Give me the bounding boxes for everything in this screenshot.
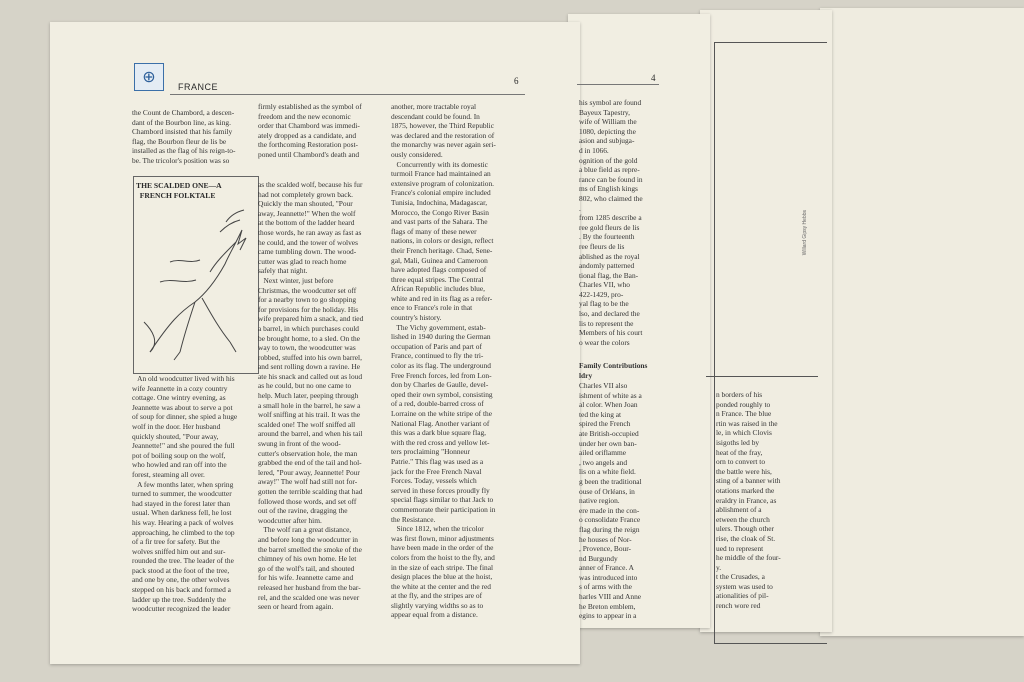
folktale-title: THE SCALDED ONE—A FRENCH FOLKTALE (136, 181, 222, 200)
column-1-top: the Count de Chambord, a descen- dant of the Bourbon line, as king. Chambord insisted that his family flag, the Bourbon fleur de lis be installed as the flag of his reign-to- be. The tricolor's position was so (132, 108, 236, 165)
header-rule (170, 94, 525, 95)
wolf-drawing (140, 202, 254, 367)
column-1-folktale: An old woodcutter lived with his wife Jeannette in a cozy country cottage. One wintry evening, as Jeannette was about to serve a pot of soup for dinner, she spied a huge wolf in the door. Her husband quickly shouted, "Pour away, Jeannette!" and she poured the full pot of boiling soup on the wolf, who howled and ran off into the forest, steaming all over. A few months later, when spring turned to summer, the woodcutter had stayed in the forest later than usual. When darkness fell, he lost his way. Hearing a pack of wolves approaching, he climbed to the top of a fir tree for safety. But the wolves sniffed him out and sur- rounded the tree. The leader of the pack stood at the foot of the tree, and one by one, the other wolves stepped on his back and formed a ladder up the tree. Suddenly the woodcutter recognized the leader (132, 374, 238, 614)
page-number-left: 6 (514, 76, 519, 86)
column-page4-top: his symbol are found Bayeux Tapestry, wife of William the 1080, depicting the asion and subjuga- d in 1066. ognition of the gold a blue field as repre- rance can be found in ms of English kings 802, who claimed the . from 1285 describe a ree gold fleurs de lis . By the fourteenth ree fleurs de lis ablished as the royal andomly patterned tional flag, the Ban- Charles VII, who 422-1429, pro- yal flag to be the lso, and declared the lis to represent the Members of his court o wear the colors (579, 98, 643, 347)
column-2-folktale: as the scalded wolf, because his fur had not completely grown back. Quickly the man shouted, "Pour away, Jeannette!" When the wolf at the bottom of the ladder heard those words, he ran away as fast as he could, and the tower of wolves came tumbling down. The wood- cutter was glad to reach home safely that night. Next winter, just before Christmas, the woodcutter set off for a nearby town to go shopping for provisions for the holiday. His wife prepared him a snack, and tied a barrel, in which purchases could be brought home, to a sled. On the way to town, the woodcutter was robbed, stuffed into his own barrel, and sent rolling down a ravine. He ate his snack and called out as loud as he could, but no one came to help. Much later, peeping through a small hole in the barrel, he saw a wolf sniffing at his trail. It was the scalded one! The wolf sniffed all around the barrel, and when his tail swung in front of the wood- cutter's observation hole, the man grabbed the end of the tail and hol- lered, "Pour away, Jeannette! Pour away!" The wolf had still not for- gotten the terrible scalding that had followed those words, and set off out of the ravine, dragging the woodcutter after him. The wolf ran a great distance, and before long the woodcutter in the barrel smelled the smoke of the chimney of his own home. He let go of the wolf's tail, and shouted for his wife. Jeannette came and released her husband from the bar- rel, and the scalded one was never seen or heard from again. (258, 180, 364, 612)
column-page4-bottom: Charles VII also ishment of white as a al color. When Joan ted the king at spired the French ate British-occupied under her own ban- ailed oriflamme , two angels and lis on a white field. g been the traditional ouse of Orléans, in native region. ere made in the con- o consolidate France flag during the reign he houses of Nor- , Provence, Bour- nd Burgundy anner of France. A was introduced into s of arms with the harles VIII and Anne he Breton emblem, egins to appear in a (579, 381, 642, 621)
column-3: another, more tractable royal descendant could be found. In 1875, however, the Third Republic was declared and the restoration of the monarchy was never again seri- ously considered. Concurrently with its domestic turmoil France had maintained an extensive program of colonization. France's colonial empire included Tunisia, Indochina, Madagascar, Morocco, the Congo River Basin and vast parts of the Sahara. The flags of many of these newer nations, in colors or design, reflect their French heritage. Chad, Sene- gal, Mali, Guinea and Cameroon have adopted flags composed of three equal stripes. The Central African Republic includes blue, white and red in its flag as a refer- ence to France's role in that country's history. The Vichy government, estab- lished in 1940 during the German occupation of Paris and part of France, continued to fly the tri- color as its flag. The underground Free French forces, led from Lon- don by Charles de Gaulle, devel- oped their own symbol, consisting of a red, double-barred cross of Lorraine on the white stripe of the National Flag. Another variant of this was a dark blue square flag, with the red cross and yellow let- ters proclaiming "Honneur Patrie." This flag was used as a jack for the Free French Naval Forces. Today, vessels which served in these forces proudly fly special flags similar to that Jack to commemorate their participation in the Resistance. Since 1812, when the tricolor was first flown, minor adjustments have been made in the order of the colors from the hoist to the fly, and in the size of each stripe. The final design places the blue at the hoist, the white at the center and the red at the fly, and the stripes are of slightly varying widths so as to appear equal from a distance. (391, 102, 496, 620)
page-number-right: 4 (651, 73, 656, 83)
column-2-top: firmly established as the symbol of freedom and the new economic order that Chambord was immedi- ately dropped as a candidate, and the forthcoming Restoration post- poned until Chambord's death and (258, 102, 362, 159)
wolf-illustration (140, 202, 254, 367)
side-credit: Willard Gipsy Hebbs (802, 210, 808, 256)
header-rule-right (577, 84, 659, 85)
page-header-title: FRANCE (178, 82, 219, 92)
section-rule (706, 376, 818, 377)
section-heading: Family Contributions ldry (579, 361, 648, 380)
un-emblem-icon: ⊕ (134, 63, 164, 91)
page-sheet-back (820, 8, 1024, 636)
column-back-page: n borders of his ponded roughly to n France. The blue rtin was raised in the le, in which Clovis isigoths led by heat of the fray, orn to convert to the battle were his, sting of a banner with otations marked the eraldry in France, as ablishment of a etween the church ulers. Though other rise, the cloak of St. ued to represent he middle of the four- y. t the Crusades, a system was used to ationalities of pil- rench wore red (716, 390, 781, 611)
